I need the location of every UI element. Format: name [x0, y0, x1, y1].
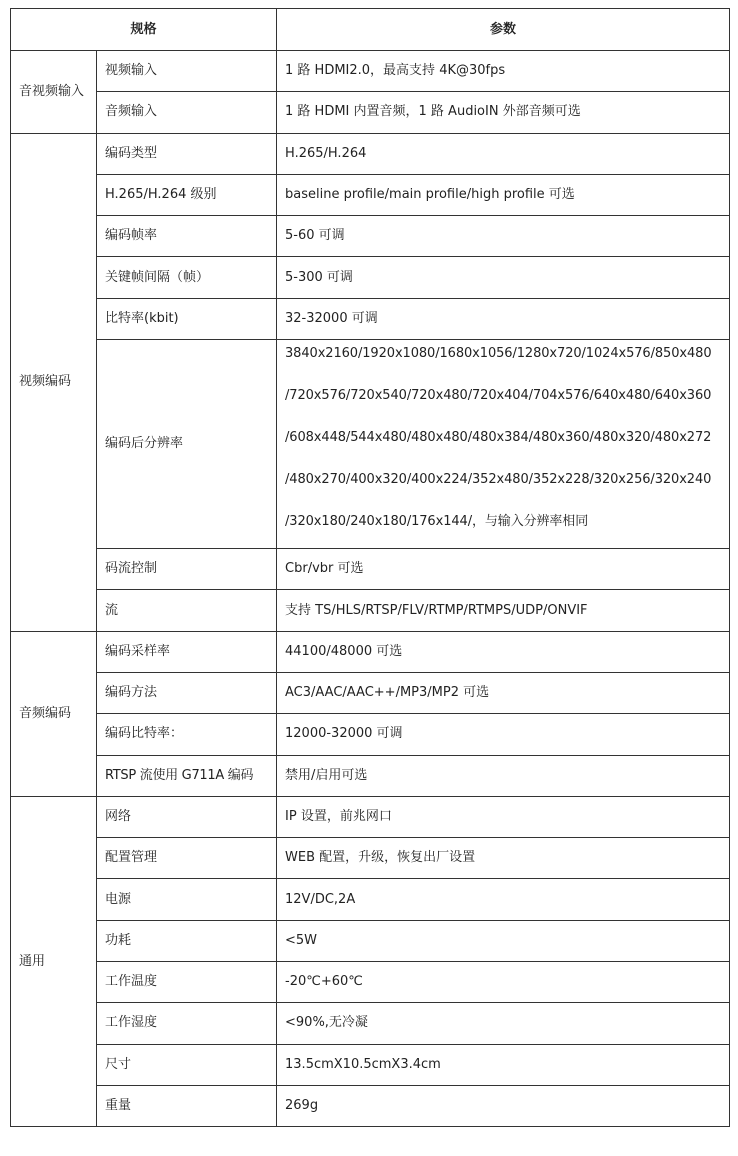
resolution-line: /480x270/400x320/400x224/352x480/352x228/320x256/320x240 — [285, 472, 712, 488]
spec-label: 功耗 — [97, 920, 277, 961]
spec-value: 5-60 可调 — [277, 216, 730, 257]
spec-value: <5W — [277, 920, 730, 961]
spec-value: WEB 配置，升级，恢复出厂设置 — [277, 838, 730, 879]
spec-label: 编码采样率 — [97, 631, 277, 672]
table-row — [11, 216, 730, 257]
table-row — [11, 796, 730, 837]
table-row — [11, 1044, 730, 1085]
spec-label: 电源 — [97, 879, 277, 920]
spec-label: 编码帧率 — [97, 216, 277, 257]
spec-label: 编码方法 — [97, 672, 277, 713]
spec-label: 编码后分辨率 — [97, 340, 277, 549]
spec-value-resolutions — [277, 340, 730, 549]
table-row — [11, 838, 730, 879]
spec-label: 重量 — [97, 1085, 277, 1126]
header-spec: 规格 — [11, 9, 277, 51]
spec-value: baseline profile/main profile/high profile 可选 — [277, 174, 730, 215]
spec-value: 32-32000 可调 — [277, 298, 730, 339]
spec-value: 5-300 可调 — [277, 257, 730, 298]
table-row — [11, 962, 730, 1003]
spec-value: 支持 TS/HLS/RTSP/FLV/RTMP/RTMPS/UDP/ONVIF — [277, 590, 730, 631]
resolution-line: /720x576/720x540/720x480/720x404/704x576/640x480/640x360 — [285, 388, 712, 404]
spec-label: 编码类型 — [97, 133, 277, 174]
resolution-line: /608x448/544x480/480x480/480x384/480x360/480x320/480x272 — [285, 430, 712, 446]
spec-value: <90%,无冷凝 — [277, 1003, 730, 1044]
table-row — [11, 1003, 730, 1044]
table-row — [11, 257, 730, 298]
spec-value: -20℃+60℃ — [277, 962, 730, 1003]
table-row — [11, 879, 730, 920]
spec-label: 编码比特率： — [97, 714, 277, 755]
header-row — [11, 9, 730, 51]
header-param: 参数 — [277, 9, 730, 51]
spec-value: 269g — [277, 1085, 730, 1126]
spec-value: 44100/48000 可选 — [277, 631, 730, 672]
spec-value: H.265/H.264 — [277, 133, 730, 174]
spec-label: 比特率(kbit) — [97, 298, 277, 339]
spec-value: IP 设置，前兆网口 — [277, 796, 730, 837]
spec-label: 尺寸 — [97, 1044, 277, 1085]
group-label: 音视频输入 — [11, 51, 97, 134]
spec-value: AC3/AAC/AAC++/MP3/MP2 可选 — [277, 672, 730, 713]
spec-label: 工作温度 — [97, 962, 277, 1003]
spec-value: Cbr/vbr 可选 — [277, 549, 730, 590]
group-label: 视频编码 — [11, 133, 97, 631]
spec-label: 关键帧间隔（帧） — [97, 257, 277, 298]
spec-label: RTSP 流使用 G711A 编码 — [97, 755, 277, 796]
table-row — [11, 590, 730, 631]
spec-value: 13.5cmX10.5cmX3.4cm — [277, 1044, 730, 1085]
spec-value: 1 路 HDMI 内置音频，1 路 AudioIN 外部音频可选 — [277, 92, 730, 133]
resolution-line: 3840x2160/1920x1080/1680x1056/1280x720/1024x576/850x480 — [285, 346, 712, 362]
spec-value: 禁用/启用可选 — [277, 755, 730, 796]
table-row — [11, 549, 730, 590]
table-row — [11, 714, 730, 755]
table-row — [11, 631, 730, 672]
spec-label: 流 — [97, 590, 277, 631]
spec-label: 网络 — [97, 796, 277, 837]
table-row — [11, 92, 730, 133]
spec-label: 音频输入 — [97, 92, 277, 133]
group-label: 音频编码 — [11, 631, 97, 796]
spec-table — [10, 8, 730, 1127]
table-row — [11, 755, 730, 796]
table-row — [11, 920, 730, 961]
spec-value: 12V/DC,2A — [277, 879, 730, 920]
spec-value: 1 路 HDMI2.0，最高支持 4K@30fps — [277, 51, 730, 92]
spec-label: 配置管理 — [97, 838, 277, 879]
table-row — [11, 672, 730, 713]
spec-label: H.265/H.264 级别 — [97, 174, 277, 215]
spec-label: 码流控制 — [97, 549, 277, 590]
spec-label: 工作湿度 — [97, 1003, 277, 1044]
resolution-line: /320x180/240x180/176x144/，与输入分辨率相同 — [285, 514, 589, 530]
spec-value: 12000-32000 可调 — [277, 714, 730, 755]
table-row — [11, 133, 730, 174]
table-row — [11, 1085, 730, 1126]
table-row — [11, 340, 730, 549]
table-row — [11, 298, 730, 339]
spec-label: 视频输入 — [97, 51, 277, 92]
table-row — [11, 174, 730, 215]
table-row — [11, 51, 730, 92]
group-label: 通用 — [11, 796, 97, 1126]
